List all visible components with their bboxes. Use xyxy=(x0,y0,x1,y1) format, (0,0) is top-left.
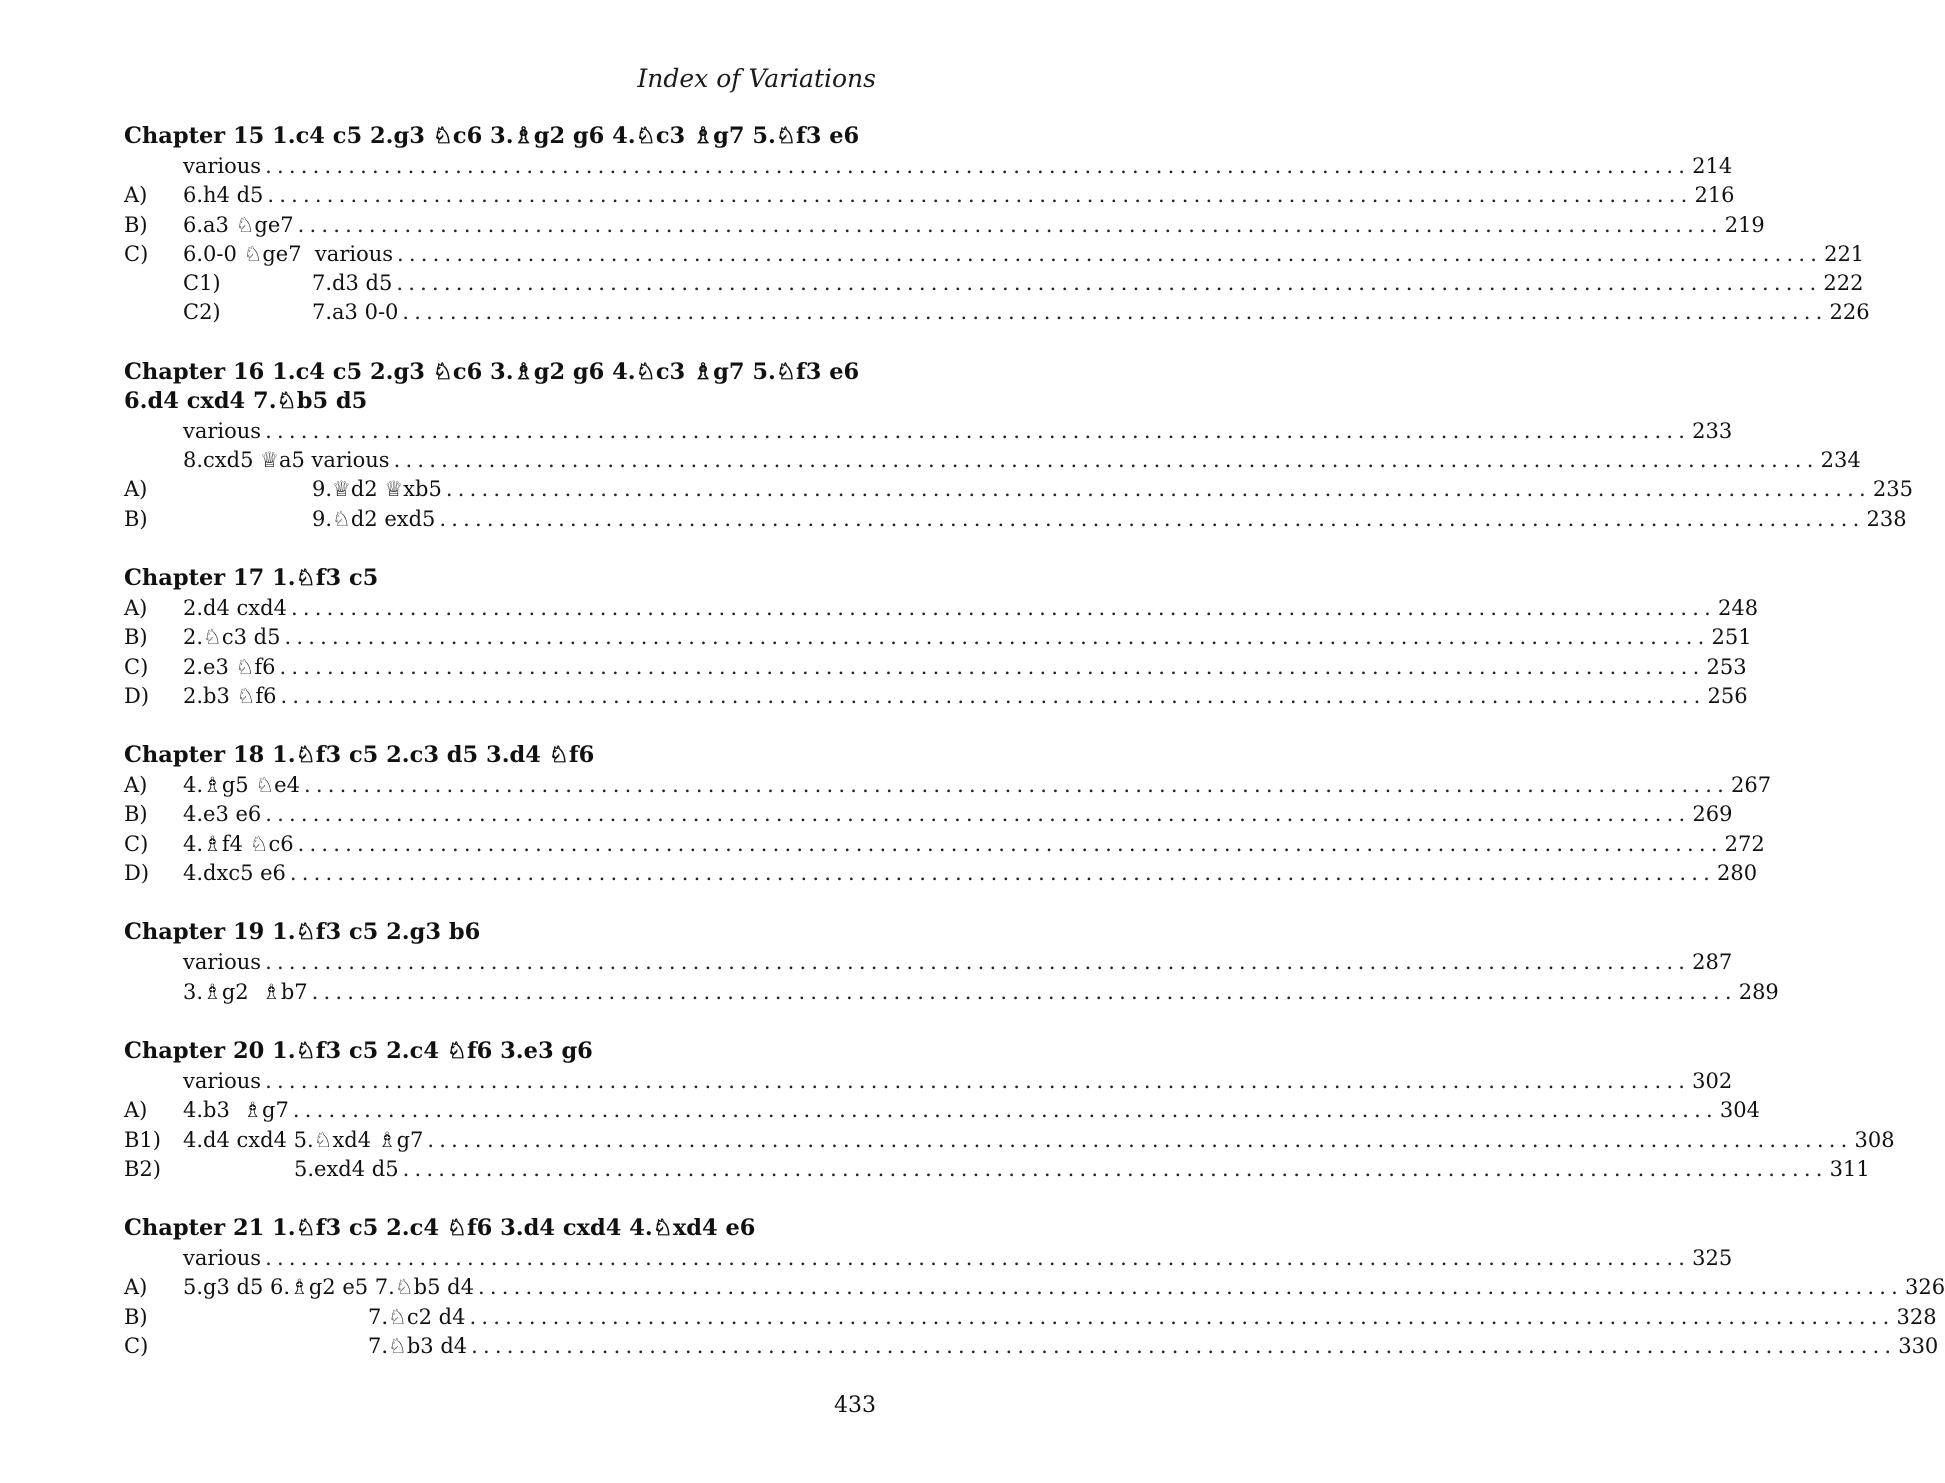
chapter-section xyxy=(124,358,1913,534)
page-reference: 235 xyxy=(1871,475,1913,504)
variation-label: C) xyxy=(124,1334,149,1359)
move-sequence: various xyxy=(183,152,265,181)
index-entry xyxy=(124,800,1733,829)
index-entry xyxy=(124,181,1735,210)
index-entry xyxy=(124,1067,1733,1096)
move-sequence: 7.a3 0-0 xyxy=(312,298,402,327)
entry-leader-line xyxy=(183,1273,1945,1302)
dot-leader: ........................................................................................................................ xyxy=(477,1275,1903,1300)
page-reference: 304 xyxy=(1718,1096,1760,1125)
entry-leader-line xyxy=(183,1067,1733,1096)
entry-leader-line xyxy=(183,446,1861,475)
move-sequence: 2.♘c3 d5 xyxy=(183,623,284,652)
entry-leader-line xyxy=(183,771,1772,800)
dot-leader: ........................................................................................................................ xyxy=(393,448,1819,473)
entry-leader-line xyxy=(183,152,1733,181)
chapter-heading: Chapter 16 1.c4 c5 2.g3 ♘c6 3.♗g2 g6 4.♘c3 ♗g7 5.♘f3 e6 6.d4 cxd4 7.♘b5 d5 xyxy=(124,358,860,414)
dot-leader: ........................................................................................................................ xyxy=(267,183,1693,208)
index-entry xyxy=(124,1096,1760,1125)
variation-label: B) xyxy=(124,506,148,531)
variation-label: A) xyxy=(124,595,148,620)
dot-leader: ........................................................................................................................ xyxy=(402,300,1828,325)
move-sequence: 8.cxd5 ♕a5 various xyxy=(183,446,394,475)
index-entry xyxy=(124,978,1779,1007)
move-sequence: 4.dxc5 e6 xyxy=(183,859,290,888)
dot-leader: ........................................................................................................................ xyxy=(265,950,1691,975)
entry-leader-line xyxy=(183,240,1865,269)
dot-leader: ........................................................................................................................ xyxy=(303,773,1730,798)
dot-leader: ........................................................................................................................ xyxy=(265,802,1691,827)
dot-leader: ........................................................................................................................ xyxy=(284,625,1710,650)
chapter-section xyxy=(124,1037,1895,1184)
chapter-heading: Chapter 19 1.♘f3 c5 2.g3 b6 xyxy=(124,919,481,946)
index-entry xyxy=(124,1273,1945,1302)
move-sequence: 7.♘c2 d4 xyxy=(368,1303,469,1332)
page-reference: 269 xyxy=(1690,800,1732,829)
entry-leader-line xyxy=(183,682,1748,711)
page-reference: 251 xyxy=(1710,623,1752,652)
move-sequence: 7.♘b3 d4 xyxy=(368,1332,471,1361)
move-sequence: 9.♘d2 exd5 xyxy=(312,505,439,534)
chapter-section xyxy=(124,564,1759,711)
variation-label: C) xyxy=(124,831,149,856)
move-sequence: 3.♗g2 ♗b7 xyxy=(183,978,312,1007)
page-reference: 311 xyxy=(1828,1155,1870,1184)
entry-leader-line xyxy=(183,623,1752,652)
page-reference: 302 xyxy=(1690,1067,1732,1096)
chapter-heading: Chapter 21 1.♘f3 c5 2.c4 ♘f6 3.d4 cxd4 4.♘xd4 e6 xyxy=(124,1215,756,1242)
subvariation-label: C1) xyxy=(183,271,221,296)
page-reference: 253 xyxy=(1705,653,1747,682)
page-reference: 280 xyxy=(1715,859,1757,888)
variation-label: A) xyxy=(124,1275,148,1300)
move-sequence: 9.♕d2 ♕xb5 xyxy=(312,475,446,504)
page-number: 433 xyxy=(834,1393,876,1418)
move-sequence: 7.d3 d5 xyxy=(312,269,396,298)
entry-leader-line xyxy=(312,298,1870,327)
variation-label: A) xyxy=(124,477,148,502)
dot-leader: ........................................................................................................................ xyxy=(397,241,1823,266)
page-reference: 221 xyxy=(1822,240,1864,269)
entry-leader-line xyxy=(183,211,1765,240)
entry-leader-line xyxy=(368,1303,1937,1332)
dot-leader: ........................................................................................................................ xyxy=(469,1304,1895,1329)
move-sequence: 4.b3 ♗g7 xyxy=(183,1096,293,1125)
page-reference: 233 xyxy=(1690,417,1732,446)
move-sequence: 4.♗f4 ♘c6 xyxy=(183,830,298,859)
entry-leader-line xyxy=(183,181,1735,210)
index-entry xyxy=(124,417,1733,446)
dot-leader: ........................................................................................................................ xyxy=(439,506,1865,531)
entry-leader-line xyxy=(368,1332,1939,1361)
move-sequence: 2.d4 cxd4 xyxy=(183,594,291,623)
index-entry xyxy=(124,830,1765,859)
move-sequence: 6.h4 d5 xyxy=(183,181,267,210)
move-sequence: 6.a3 ♘ge7 xyxy=(183,211,298,240)
page-reference: 214 xyxy=(1690,152,1732,181)
chapter-section xyxy=(124,122,1870,328)
dot-leader: ........................................................................................................................ xyxy=(265,1246,1691,1271)
dot-leader: ........................................................................................................................ xyxy=(265,1068,1691,1093)
dot-leader: ........................................................................................................................ xyxy=(402,1156,1828,1181)
chapter-heading: Chapter 20 1.♘f3 c5 2.c4 ♘f6 3.e3 g6 xyxy=(124,1037,593,1064)
index-entry xyxy=(124,240,1865,269)
entry-leader-line xyxy=(183,859,1758,888)
index-entry xyxy=(124,859,1758,888)
entry-leader-line xyxy=(183,653,1747,682)
index-entry xyxy=(124,771,1772,800)
chapter-heading: Chapter 17 1.♘f3 c5 xyxy=(124,564,379,591)
variation-label: B2) xyxy=(124,1156,161,1181)
page-reference: 234 xyxy=(1819,446,1861,475)
subvariation-label: C2) xyxy=(183,300,221,325)
page-reference: 256 xyxy=(1706,682,1748,711)
variation-label: A) xyxy=(124,1098,148,1123)
index-entry xyxy=(124,623,1752,652)
running-head: Index of Variations xyxy=(637,64,876,93)
chapter-section xyxy=(124,1214,1945,1361)
move-sequence: 4.d4 cxd4 5.♘xd4 ♗g7 xyxy=(183,1126,427,1155)
dot-leader: ........................................................................................................................ xyxy=(279,654,1705,679)
index-entry xyxy=(124,505,1907,534)
dot-leader: ........................................................................................................................ xyxy=(265,418,1691,443)
move-sequence: 2.e3 ♘f6 xyxy=(183,653,279,682)
variation-label: A) xyxy=(124,773,148,798)
entry-leader-line xyxy=(183,594,1759,623)
variation-label: C) xyxy=(124,654,149,679)
index-entry xyxy=(124,653,1747,682)
variation-label: D) xyxy=(124,861,150,886)
move-sequence: 4.e3 e6 xyxy=(183,800,265,829)
page-reference: 267 xyxy=(1729,771,1771,800)
entry-leader-line xyxy=(183,800,1733,829)
dot-leader: ........................................................................................................................ xyxy=(311,979,1737,1004)
dot-leader: ........................................................................................................................ xyxy=(471,1334,1897,1359)
variation-label: A) xyxy=(124,183,148,208)
index-entry xyxy=(124,1332,1939,1361)
variation-label: B) xyxy=(124,212,148,237)
dot-leader: ........................................................................................................................ xyxy=(297,212,1723,237)
index-entry xyxy=(124,594,1759,623)
entry-leader-line xyxy=(183,1126,1895,1155)
index-entry xyxy=(124,446,1861,475)
dot-leader: ........................................................................................................................ xyxy=(427,1127,1853,1152)
entry-leader-line xyxy=(183,417,1733,446)
page-reference: 216 xyxy=(1692,181,1734,210)
index-entry xyxy=(124,1155,1870,1184)
dot-leader: ........................................................................................................................ xyxy=(290,595,1716,620)
index-entry xyxy=(124,269,1864,298)
entry-leader-line xyxy=(294,1155,1870,1184)
move-sequence: various xyxy=(183,1244,265,1273)
variation-label: B) xyxy=(124,802,148,827)
variation-index xyxy=(124,122,1945,1391)
page-reference: 326 xyxy=(1903,1273,1945,1302)
chapter-heading: Chapter 18 1.♘f3 c5 2.c3 d5 3.d4 ♘f6 xyxy=(124,742,595,769)
index-entry xyxy=(124,1126,1895,1155)
dot-leader: ........................................................................................................................ xyxy=(445,477,1871,502)
move-sequence: 4.♗g5 ♘e4 xyxy=(183,771,304,800)
page-reference: 325 xyxy=(1690,1244,1732,1273)
index-entry xyxy=(124,1244,1733,1273)
chapter-section xyxy=(124,918,1779,1007)
move-sequence: various xyxy=(183,1067,265,1096)
page-reference: 238 xyxy=(1864,505,1906,534)
dot-leader: ........................................................................................................................ xyxy=(280,683,1706,708)
entry-leader-line xyxy=(183,1096,1760,1125)
move-sequence: various xyxy=(183,948,265,977)
entry-leader-line xyxy=(183,830,1765,859)
move-sequence: 5.g3 d5 6.♗g2 e5 7.♘b5 d4 xyxy=(183,1273,478,1302)
move-sequence: 6.0-0 ♘ge7 various xyxy=(183,240,397,269)
chapter-heading: Chapter 15 1.c4 c5 2.g3 ♘c6 3.♗g2 g6 4.♘c3 ♗g7 5.♘f3 e6 xyxy=(124,123,860,149)
page-reference: 219 xyxy=(1723,211,1765,240)
entry-leader-line xyxy=(312,505,1907,534)
move-sequence: 2.b3 ♘f6 xyxy=(183,682,280,711)
page-reference: 287 xyxy=(1690,948,1732,977)
index-entry xyxy=(124,948,1733,977)
variation-label: C) xyxy=(124,241,149,266)
dot-leader: ........................................................................................................................ xyxy=(396,271,1822,296)
dot-leader: ........................................................................................................................ xyxy=(265,154,1691,178)
page-reference: 248 xyxy=(1716,594,1758,623)
variation-label: B1) xyxy=(124,1127,161,1152)
page-reference: 330 xyxy=(1896,1332,1938,1361)
variation-label: D) xyxy=(124,683,150,708)
index-entry xyxy=(124,1303,1937,1332)
index-entry xyxy=(124,152,1733,181)
entry-leader-line xyxy=(183,978,1779,1007)
entry-leader-line xyxy=(183,948,1733,977)
move-sequence: various xyxy=(183,417,265,446)
index-entry xyxy=(124,475,1913,504)
dot-leader: ........................................................................................................................ xyxy=(297,831,1723,856)
entry-leader-line xyxy=(312,475,1913,504)
page-reference: 328 xyxy=(1895,1303,1937,1332)
index-entry xyxy=(124,682,1748,711)
index-entry xyxy=(124,211,1765,240)
page-reference: 226 xyxy=(1827,298,1869,327)
dot-leader: ........................................................................................................................ xyxy=(292,1098,1718,1123)
page-reference: 308 xyxy=(1852,1126,1894,1155)
page-reference: 289 xyxy=(1737,978,1779,1007)
index-entry xyxy=(124,298,1870,327)
variation-label: B) xyxy=(124,1304,148,1329)
entry-leader-line xyxy=(183,1244,1733,1273)
move-sequence: 5.exd4 d5 xyxy=(294,1155,403,1184)
entry-leader-line xyxy=(312,269,1864,298)
page-reference: 222 xyxy=(1821,269,1863,298)
chapter-section xyxy=(124,741,1772,888)
dot-leader: ........................................................................................................................ xyxy=(289,861,1715,886)
variation-label: B) xyxy=(124,625,148,650)
page-reference: 272 xyxy=(1723,830,1765,859)
